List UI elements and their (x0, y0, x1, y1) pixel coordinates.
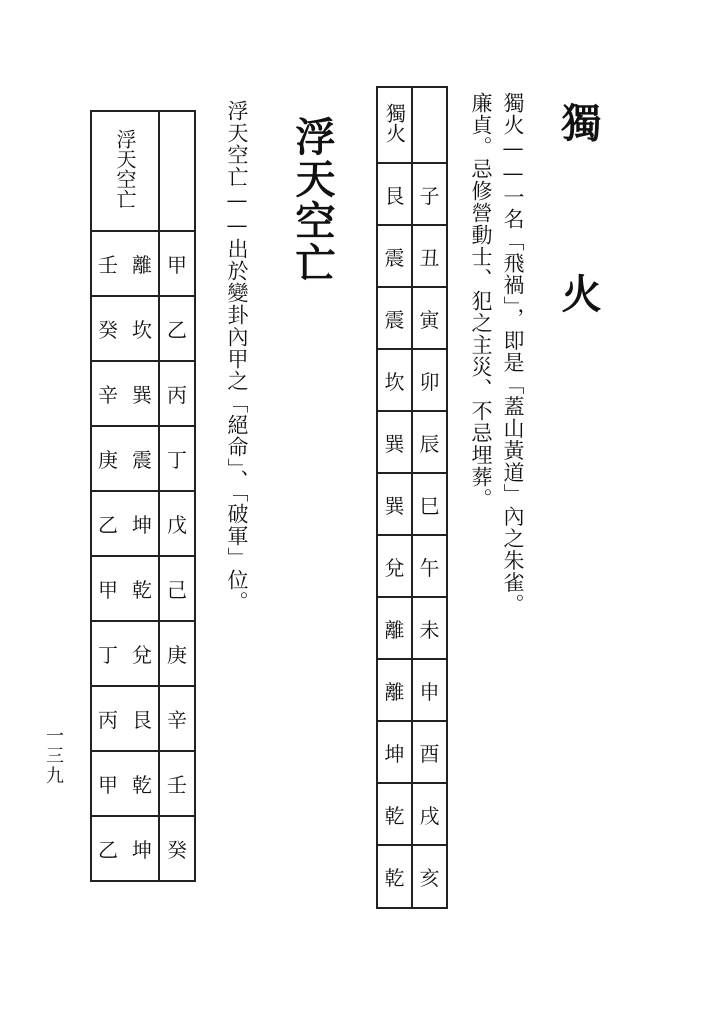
stem-value: 丁 (98, 643, 118, 667)
stem-value: 甲 (98, 773, 118, 797)
table-row (377, 287, 447, 349)
table-row (377, 163, 447, 225)
table-row (91, 361, 195, 426)
futian-title: 浮天空亡 (289, 116, 336, 284)
branch-cell: 亥 (412, 845, 447, 908)
branch-cell: 卯 (412, 349, 447, 411)
trigram-cell: 震 (377, 225, 412, 287)
trigram-cell: 巽 (377, 473, 412, 535)
table-row (377, 721, 447, 783)
pair-cell (91, 621, 159, 686)
trigram-cell: 艮 (377, 163, 412, 225)
pair-cell (91, 751, 159, 816)
futian-header-cell (91, 111, 159, 231)
futian-header-empty (159, 111, 195, 231)
stem-value: 甲 (98, 578, 118, 602)
pair-cell (91, 686, 159, 751)
stem-value: 辛 (98, 383, 118, 407)
trigram-cell: 巽 (377, 411, 412, 473)
branch-cell: 子 (412, 163, 447, 225)
stem-cell: 甲 (159, 231, 195, 296)
duhuo-header-empty (412, 87, 447, 163)
trigram-value: 離 (132, 253, 152, 277)
trigram-value: 巽 (132, 383, 152, 407)
pair-cell (91, 491, 159, 556)
futian-table (90, 110, 196, 882)
trigram-cell: 兌 (377, 535, 412, 597)
pair-cell (91, 816, 159, 881)
table-row (91, 231, 195, 296)
page-number: 一三九 (43, 726, 64, 786)
stem-value: 癸 (98, 318, 118, 342)
branch-cell: 未 (412, 597, 447, 659)
stem-value: 乙 (98, 838, 118, 862)
pair-cell (91, 361, 159, 426)
table-row (377, 349, 447, 411)
branch-cell: 丑 (412, 225, 447, 287)
table-row (377, 225, 447, 287)
stem-cell: 庚 (159, 621, 195, 686)
branch-cell: 巳 (412, 473, 447, 535)
table-row (377, 535, 447, 597)
table-row (377, 597, 447, 659)
branch-cell: 酉 (412, 721, 447, 783)
trigram-cell: 震 (377, 287, 412, 349)
futian-description: 浮天空亡——出於變卦內甲之「絕命」、「破軍」位。 (225, 100, 249, 613)
table-row (377, 87, 447, 163)
trigram-value: 兌 (132, 643, 152, 667)
trigram-value: 艮 (132, 708, 152, 732)
trigram-value: 乾 (132, 773, 152, 797)
stem-value: 庚 (98, 448, 118, 472)
branch-cell: 辰 (412, 411, 447, 473)
pair-cell (91, 556, 159, 621)
branch-cell: 申 (412, 659, 447, 721)
branch-cell: 寅 (412, 287, 447, 349)
duhuo-description-line1: 獨火——一名「飛禍」，即是「蓋山黃道」內之朱雀。 (501, 92, 525, 616)
trigram-value: 坎 (132, 318, 152, 342)
duhuo-title: 獨 火 (555, 102, 602, 355)
pair-cell (91, 426, 159, 491)
stem-cell: 壬 (159, 751, 195, 816)
table-row (377, 473, 447, 535)
duhuo-description-line2: 廉貞。忌修營動士、犯之主災、不忌埋葬。 (469, 92, 493, 510)
table-row (91, 491, 195, 556)
stem-cell: 辛 (159, 686, 195, 751)
branch-cell: 午 (412, 535, 447, 597)
stem-cell: 乙 (159, 296, 195, 361)
trigram-cell: 坎 (377, 349, 412, 411)
trigram-cell: 乾 (377, 783, 412, 845)
table-row (91, 816, 195, 881)
table-row (91, 556, 195, 621)
table-row (377, 659, 447, 721)
trigram-cell: 乾 (377, 845, 412, 908)
duhuo-header-cell (377, 87, 412, 163)
table-row (377, 411, 447, 473)
stem-value: 乙 (98, 513, 118, 537)
table-row (91, 111, 195, 231)
trigram-cell: 離 (377, 659, 412, 721)
table-row (377, 845, 447, 908)
stem-value: 壬 (98, 253, 118, 277)
pair-cell (91, 296, 159, 361)
table-row (91, 621, 195, 686)
stem-cell: 丁 (159, 426, 195, 491)
stem-cell: 丙 (159, 361, 195, 426)
table-row (91, 751, 195, 816)
duhuo-header-label: 獨火 (382, 102, 407, 143)
trigram-value: 坤 (132, 513, 152, 537)
trigram-value: 乾 (132, 578, 152, 602)
trigram-value: 震 (132, 448, 152, 472)
stem-value: 丙 (98, 708, 118, 732)
stem-cell: 癸 (159, 816, 195, 881)
trigram-value: 坤 (132, 838, 152, 862)
futian-header-label: 浮天空亡 (113, 128, 137, 209)
stem-cell: 戊 (159, 491, 195, 556)
table-row (377, 783, 447, 845)
pair-cell (91, 231, 159, 296)
table-row (91, 426, 195, 491)
stem-cell: 己 (159, 556, 195, 621)
branch-cell: 戌 (412, 783, 447, 845)
trigram-cell: 離 (377, 597, 412, 659)
table-row (91, 296, 195, 361)
duhuo-table (376, 86, 448, 909)
trigram-cell: 坤 (377, 721, 412, 783)
table-row (91, 686, 195, 751)
